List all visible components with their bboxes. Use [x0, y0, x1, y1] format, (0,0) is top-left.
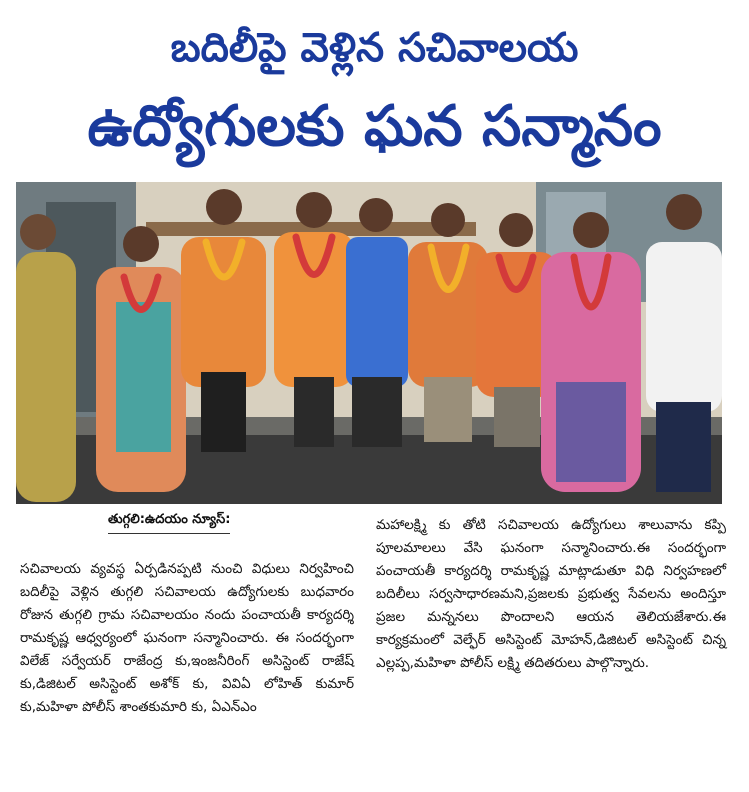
headline-line-2: ఉద్యోగులకు ఘన సన్మానం: [87, 94, 662, 159]
article-paragraph-right: మహాలక్ష్మి కు తోటి సచివాలయ ఉద్యోగులు శాలువాను కప్పి పూలమాలలు వేసి ఘనంగా సన్మానించారు.ఈ సందర్భంగా పంచాయతీ కార్యదర్శి రామకృష్ణ మాట్లాడుతూ విధి నిర్వహణలో బదిలీలు సర్వసాధారణమని,ప్రజలకు ప్రభుత్వ సేవలను అందిస్తూ ప్రజల మన్ననలు పొందాలని ఆయన తెలియజేశారు.ఈ కార్యక్రమంలో వెల్ఫేర్ అసిస్టెంట్ మోహన్,డిజిటల్ అసిస్టెంట్ చిన్న ఎల్లప్ప,మహిళా పోలీస్ లక్ష్మి తదితరులు పాల్గొన్నారు.: [376, 517, 726, 671]
article-dateline: తుగ్గలి:ఉదయం న్యూస్:: [108, 512, 230, 534]
group-photo-illustration: [16, 182, 722, 504]
article-paragraph-left: సచివాలయ వ్యవస్థ ఏర్పడినప్పటి నుంచి విధులు నిర్వహించి బదిలీపై వెళ్లిన తుగ్గలి సచివాలయ ఉద్యోగులకు బుధవారం రోజున తుగ్గలి గ్రామ సచివాలయం నందు పంచాయతీ కార్యదర్శి రామకృష్ణ ఆధ్వర్యంలో ఘనంగా సన్మానించారు. ఈ సందర్భంగా విలేజ్ సర్వేయర్ రాజేంద్ర కు,ఇంజనీరింగ్ అసిస్టెంట్ రాజేష్ కు,డిజిటల్ అసిస్టెంట్ అశోక్ కు, వివిఏ లోహిత్ కుమార్ కు,మహిళా పోలీస్ శాంతకుమారి కు, ఏఎన్ఎం: [20, 561, 354, 715]
headline-line-1: బదిలీపై వెళ్లిన సచివాలయ: [170, 25, 579, 71]
headline: [0, 0, 749, 180]
article-column-right: [376, 514, 726, 675]
news-photo: [16, 182, 722, 504]
article-column-left: [20, 558, 354, 719]
